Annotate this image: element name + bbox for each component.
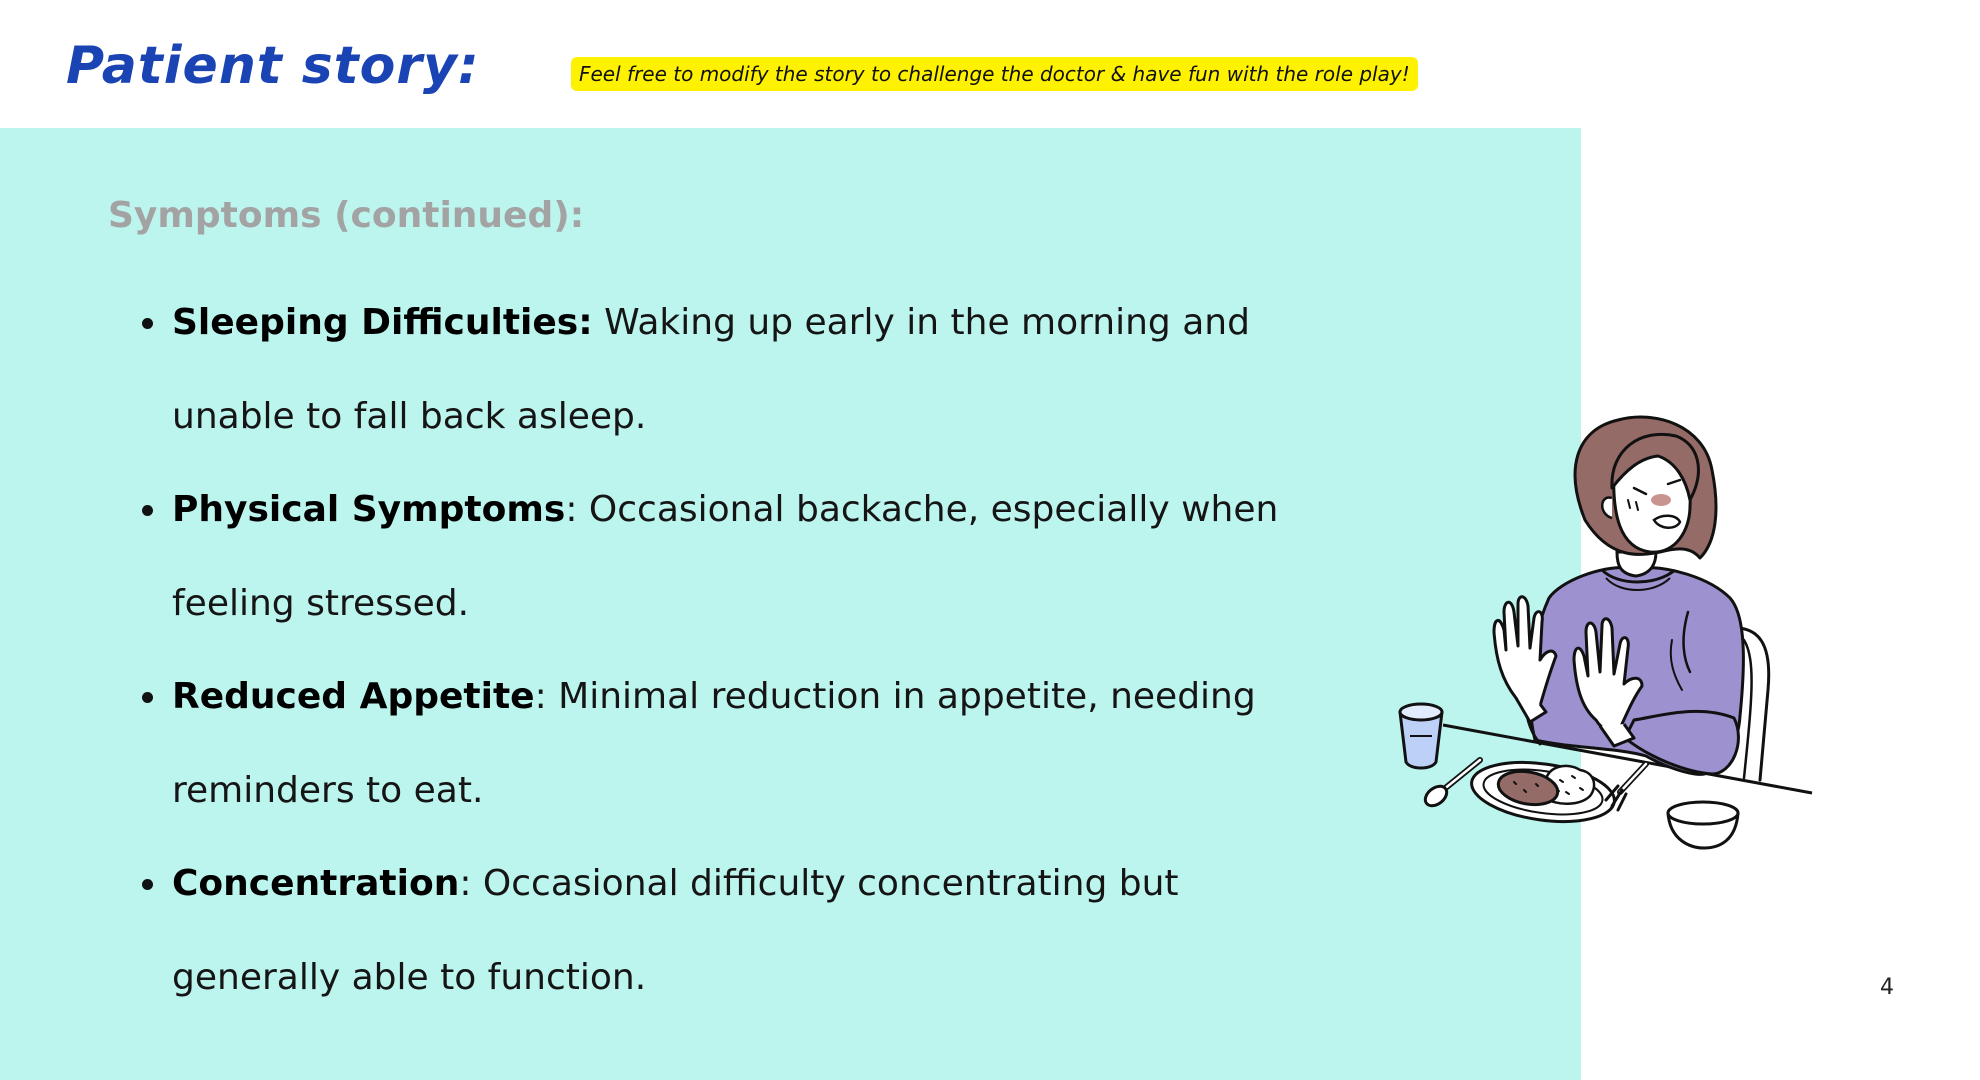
woman-refusing-food-illustration: [1385, 410, 1820, 860]
symptom-description: Waking up early in the morning and unable to fall back asleep.: [172, 302, 1250, 437]
plate-icon: [1468, 754, 1618, 829]
symptom-description: Occasional backache, especially when feeling stressed.: [172, 489, 1279, 624]
bowl-icon: [1668, 802, 1738, 848]
symptom-list: [138, 276, 1288, 1024]
content-panel: [0, 128, 1581, 1080]
slide-title: Patient story:: [66, 36, 480, 96]
woman-figure: [1494, 417, 1743, 774]
symptom-title: Concentration: [172, 863, 460, 904]
symptom-separator: :: [565, 489, 589, 530]
symptom-item-concentration: [138, 837, 1288, 1024]
symptom-item-appetite: [138, 650, 1288, 837]
symptom-title: Reduced Appetite: [172, 676, 535, 717]
symptom-separator: :: [534, 676, 559, 717]
symptom-item-sleeping: [138, 276, 1288, 463]
symptom-description: Occasional difficulty concentrating but generally able to function.: [172, 863, 1179, 998]
symptom-description: Minimal reduction in appetite, needing reminders to eat.: [172, 676, 1256, 811]
symptom-separator: [593, 302, 604, 343]
symptom-title: Sleeping Difficulties:: [172, 302, 593, 343]
symptom-title: Physical Symptoms: [172, 489, 566, 530]
page-number: 4: [1880, 975, 1894, 1000]
symptom-item-physical: [138, 463, 1288, 650]
symptom-separator: :: [459, 863, 483, 904]
section-heading: Symptoms (continued):: [108, 195, 585, 236]
role-play-note: Feel free to modify the story to challenge the doctor & have fun with the role play!: [571, 57, 1418, 91]
glass-icon: [1400, 704, 1442, 768]
